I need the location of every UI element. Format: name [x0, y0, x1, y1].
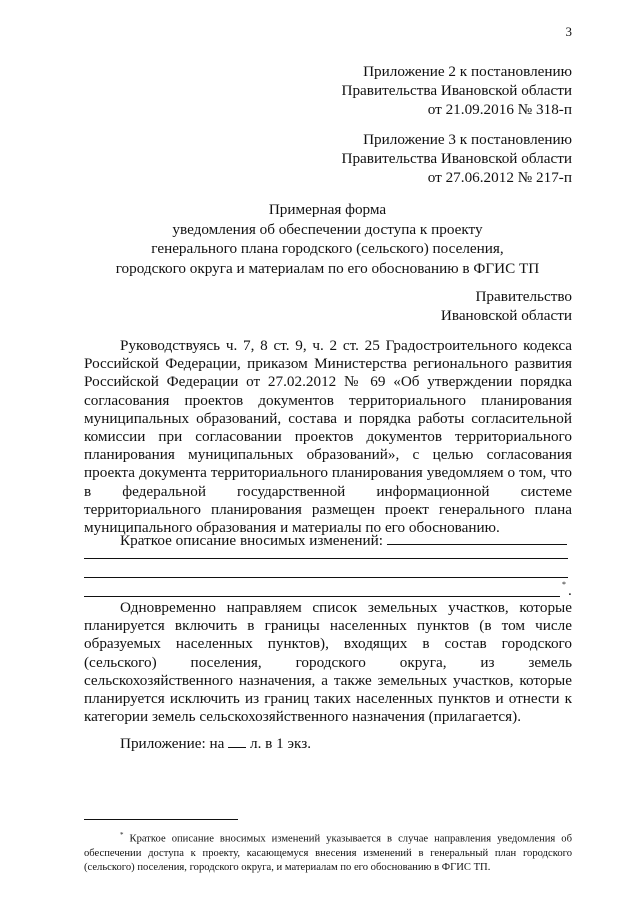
appendix-2-line-3: от 21.09.2016 № 318-п: [427, 101, 572, 118]
form-title: [80, 200, 575, 278]
fill-in-line: [84, 596, 560, 597]
attachment-pages-blank: [228, 734, 246, 748]
short-description-label: Краткое описание вносимых изменений:: [120, 532, 384, 549]
attachment-prefix: Приложение: на: [120, 735, 225, 752]
footnote: [84, 828, 572, 875]
appendix-3-line-2: Правительства Ивановской области: [341, 150, 572, 167]
attachment-suffix: л. в 1 экз.: [250, 735, 312, 752]
short-description-input-line: [387, 530, 567, 545]
appendix-3-header: [342, 130, 573, 187]
fill-in-line: [84, 577, 568, 578]
attachment-line: [120, 734, 311, 753]
appendix-2-header: [342, 62, 573, 119]
appendix-3-line-1: Приложение 3 к постановлению: [363, 131, 572, 148]
body-paragraph-1: Руководствуясь ч. 7, 8 ст. 9, ч. 2 ст. 25 Градостроительного кодекса Российской Федерации, приказом Министерства регионального развития Российской Федерации от 27.02.2012 № 69 «Об утверждении порядка согласования проектов документов территориального планирования муниципальных образований, состава и порядка работы согласительной комиссии при согласовании проектов документов территориального планирования муниципальных образований», с целью согласования проекта документа территориального планирования уведомляем о том, что в федеральной государственной информационной системе территориального планирования размещен проект генерального плана муниципального образования и материалы по его обоснованию.: [84, 337, 572, 537]
footnote-separator: [84, 819, 238, 820]
appendix-2-line-2: Правительства Ивановской области: [341, 82, 572, 99]
short-description-row: [120, 530, 567, 550]
appendix-2-line-1: Приложение 2 к постановлению: [363, 63, 572, 80]
page-number: 3: [565, 24, 572, 39]
footnote-reference-marker: *: [562, 580, 566, 589]
form-title-line-1: Примерная форма: [268, 201, 387, 218]
form-title-line-2: уведомления об обеспечении доступа к проекту: [172, 220, 483, 238]
addressee: [441, 287, 572, 325]
line-end-period: .: [568, 582, 572, 599]
footnote-marker: *: [120, 831, 124, 839]
appendix-3-line-3: от 27.06.2012 № 217-п: [427, 169, 572, 186]
body-paragraph-2: Одновременно направляем список земельных участков, которые планируется включить в границы населенных пунктов (в том числе образуемых населенных пунктов), входящих в состав городского (сельского) поселения, городского округа, из земель сельскохозяйственного назначения, а также земельных участков, которые планируется исключить из границ таких населенных пунктов и отнести к категории земель сельскохозяйственного назначения (прилагается).: [84, 599, 572, 726]
form-title-line-4: городского округа и материалам по его обоснованию в ФГИС ТП: [115, 259, 540, 277]
footnote-text: Краткое описание вносимых изменений указывается в случае направления уведомления об обеспечении доступа к проекту, касающемуся внесения изменений в генеральный план городского (сельского) поселения, городского округа, и материалам по его обоснованию в ФГИС ТП.: [84, 833, 572, 873]
form-title-line-3: генерального плана городского (сельского) поселения,: [151, 240, 504, 257]
addressee-line-1: Правительство: [475, 288, 572, 305]
addressee-line-2: Ивановской области: [440, 307, 572, 324]
fill-in-line: [84, 558, 568, 559]
